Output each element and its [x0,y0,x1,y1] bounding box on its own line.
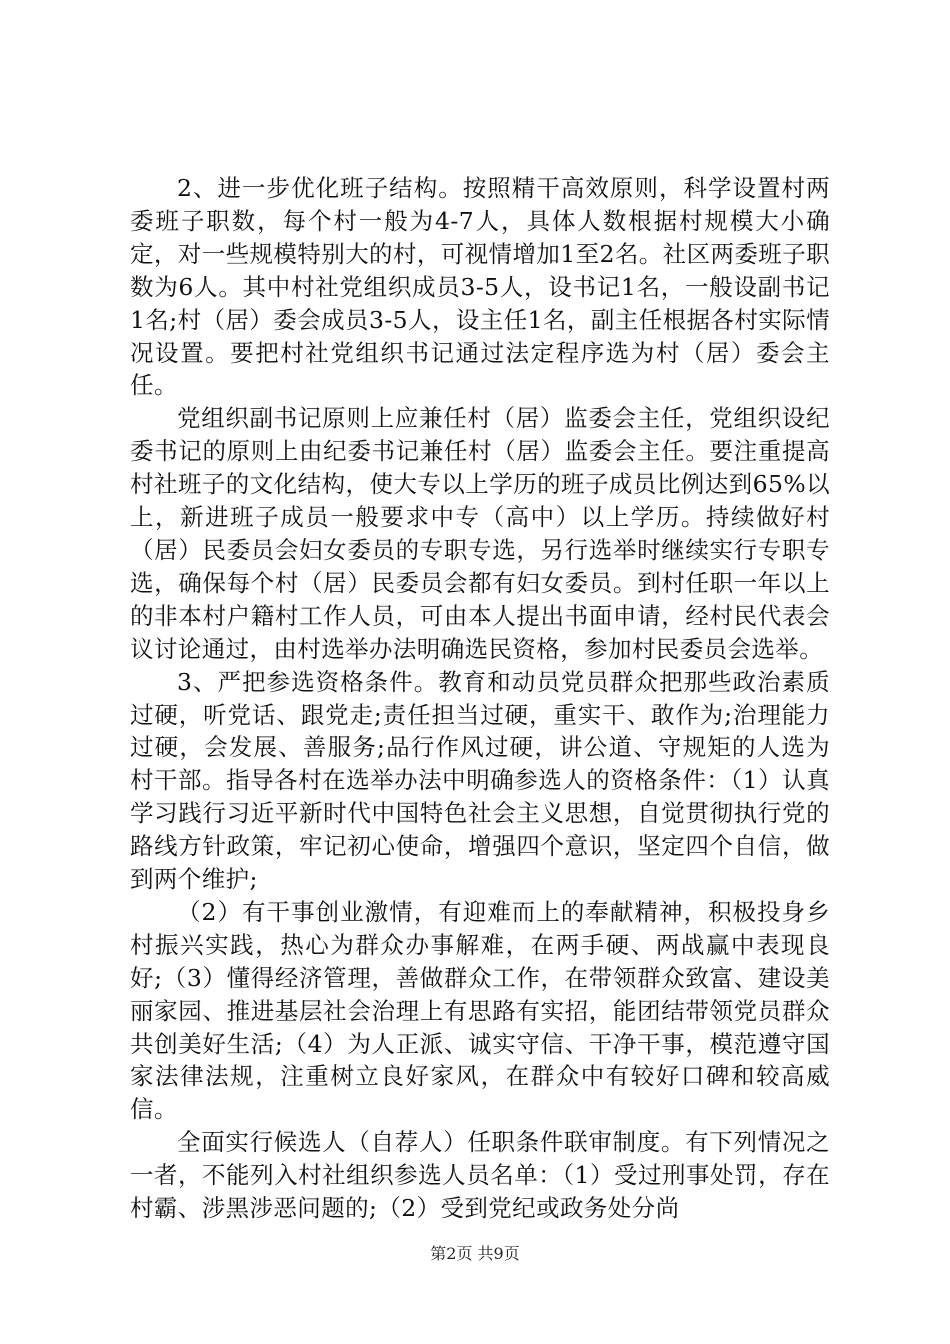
paragraph-5: 全面实行候选人（自荐人）任职条件联审制度。有下列情况之一者，不能列入村社组织参选人员名单：（1）受过刑事处罚，存在村霸、涉黑涉恶问题的;（2）受到党纪或政务处分尚 [130,1128,830,1223]
paragraph-4: （2）有干事创业激情，有迎难而上的奉献精神，积极投身乡村振兴实践，热心为群众办事解难，在两手硬、两战赢中表现良好;（3）懂得经济管理，善做群众工作，在带领群众致富、建设美丽家园、推进基层社会治理上有思路有实招，能团结带领党员群众共创美好生活;（4）为人正派、诚实守信、干净干事，模范遵守国家法律法规，注重树立良好家风，在群众中有较好口碑和较高威信。 [130,897,830,1124]
paragraph-2: 党组织副书记原则上应兼任村（居）监委会主任，党组织设纪委书记的原则上由纪委书记兼任村（居）监委会主任。要注重提高村社班子的文化结构，使大专以上学历的班子成员比例达到65%以上，新进班子成员一般要求中专（高中）以上学历。持续做好村（居）民委员会妇女委员的专职专选，另行选举时继续实行专职专选，确保每个村（居）民委员会都有妇女委员。到村任职一年以上的非本村户籍村工作人员，可由本人提出书面申请，经村民代表会议讨论通过，由村选举办法明确选民资格，参加村民委员会选举。 [130,404,830,663]
page-number: 第2页 [430,1244,473,1263]
paragraph-3: 3、严把参选资格条件。教育和动员党员群众把那些政治素质过硬，听党话、跟党走;责任担当过硬，重实干、敢作为;治理能力过硬，会发展、善服务;品行作风过硬，讲公道、守规矩的人选为村干部。指导各村在选举办法中明确参选人的资格条件：（1）认真学习践行习近平新时代中国特色社会主义思想，自觉贯彻执行党的路线方针政策，牢记初心使命，增强四个意识，坚定四个自信，做到两个维护; [130,667,830,894]
page-footer [0,1244,950,1264]
document-body [130,172,830,1225]
paragraph-1: 2、进一步优化班子结构。按照精干高效原则，科学设置村两委班子职数，每个村一般为4-7人，具体人数根据村规模大小确定，对一些规模特别大的村，可视情增加1至2名。社区两委班子职数为6人。其中村社党组织成员3-5人，设书记1名，一般设副书记1名;村（居）委会成员3-5人，设主任1名，副主任根据各村实际情况设置。要把村社党组织书记通过法定程序选为村（居）委会主任。 [130,174,830,400]
page-total: 共9页 [477,1244,520,1263]
